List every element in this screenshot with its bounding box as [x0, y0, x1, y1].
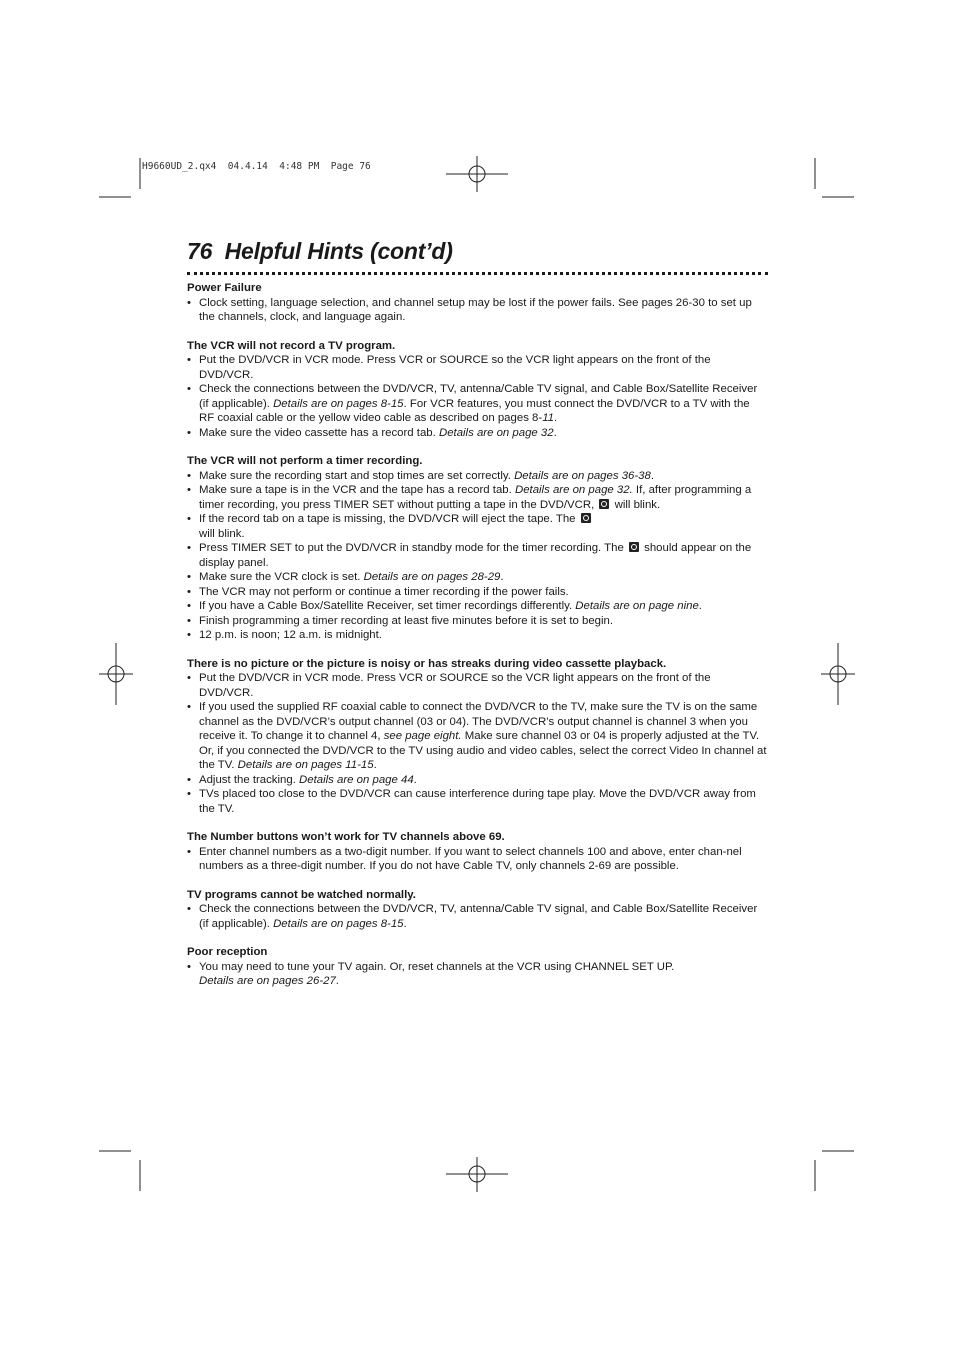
section-heading: There is no picture or the picture is noisy or has streaks during video cassette playback.	[187, 657, 667, 670]
text-run: If, after programming a timer recording, you press TIMER SET without putting a tape in the DVD/VCR,	[199, 484, 752, 511]
bullet-icon: •	[187, 960, 191, 973]
timer-clock-icon	[629, 542, 639, 552]
item-text	[199, 700, 767, 773]
text-run: will blink.	[611, 498, 661, 511]
text-run: 12 p.m. is noon; 12 a.m. is midnight.	[199, 629, 382, 641]
text-run: .	[554, 412, 558, 424]
list-item	[187, 469, 767, 484]
section-heading: The VCR will not perform a timer recording.	[187, 455, 423, 467]
hint-section	[187, 888, 767, 932]
section-heading: TV programs cannot be watched normally.	[187, 888, 416, 901]
list-item	[187, 296, 767, 325]
text-run: Press TIMER SET to put the DVD/VCR in standby mode for the timer recording. The	[199, 542, 627, 554]
text-run: Make sure the VCR clock is set.	[199, 571, 364, 583]
item-text	[199, 845, 767, 874]
list-item	[187, 382, 767, 426]
bullet-icon: •	[187, 383, 191, 395]
bullet-list	[187, 296, 767, 325]
list-item	[187, 773, 767, 788]
text-run: If you have a Cable Box/Satellite Receiver, set timer recordings differently.	[199, 600, 576, 612]
item-text	[199, 614, 767, 629]
item-text	[199, 787, 767, 816]
item-text	[199, 960, 767, 989]
text-run: Make sure the recording start and stop times are set correctly.	[199, 469, 515, 482]
item-text	[199, 469, 767, 484]
bullet-icon: •	[187, 672, 191, 684]
page-reference: Details are on pages 11-15	[237, 759, 374, 771]
list-item	[187, 628, 767, 643]
text-run: .	[500, 571, 504, 583]
bullet-icon: •	[187, 903, 191, 915]
list-item	[187, 512, 767, 541]
item-text	[199, 483, 767, 512]
page-number: 76	[187, 238, 213, 264]
text-run: .	[553, 426, 557, 439]
section-heading: The Number buttons won’t work for TV channels above 69.	[187, 831, 505, 843]
list-item	[187, 426, 767, 441]
hints-content	[187, 281, 767, 1003]
bullet-icon: •	[187, 426, 191, 439]
bullet-list	[187, 469, 767, 643]
text-run: TVs placed too close to the DVD/VCR can cause interference during tape play. Move the DVD/VCR away from the TV.	[199, 788, 756, 815]
item-text	[199, 585, 767, 600]
registration-mark-top	[446, 156, 508, 192]
bullet-icon: •	[187, 571, 191, 583]
bullet-list	[187, 671, 767, 816]
text-run: .	[335, 975, 339, 987]
timer-clock-icon	[581, 513, 591, 523]
bullet-icon: •	[187, 469, 191, 482]
list-item	[187, 541, 767, 570]
text-run: Finish programming a timer recording at least five minutes before it is set to begin.	[199, 614, 614, 627]
list-item	[187, 483, 767, 512]
text-run: .	[698, 600, 702, 612]
list-item	[187, 585, 767, 600]
text-run: .	[373, 759, 377, 771]
list-item	[187, 614, 767, 629]
item-text	[199, 773, 767, 788]
bullet-icon: •	[187, 354, 191, 366]
hint-section	[187, 657, 767, 817]
text-run: Put the DVD/VCR in VCR mode. Press VCR or SOURCE so the VCR light appears on the front of the DVD/VCR.	[199, 672, 711, 699]
page-reference: Details are on page 44	[299, 773, 414, 786]
text-run: Check the connections between the DVD/VCR, TV, antenna/Cable TV signal, and Cable Box/Satellite Receiver (if applicable).	[199, 903, 758, 930]
list-item	[187, 960, 767, 989]
hint-section	[187, 281, 767, 325]
bullet-icon: •	[187, 773, 191, 786]
text-run: will blink.	[199, 527, 245, 540]
bullet-list	[187, 902, 767, 931]
section-heading: Poor reception	[187, 946, 268, 958]
text-run: . For VCR features, you must connect the DVD/VCR to a TV with the RF coaxial cable or the yellow video cable as described on pages 8-	[199, 397, 750, 424]
page-reference: Details are on page nine	[575, 600, 699, 612]
section-heading: Power Failure	[187, 282, 262, 294]
text-run: should appear on the display panel.	[199, 542, 752, 569]
bullet-icon: •	[187, 845, 191, 858]
bullet-list	[187, 353, 767, 440]
dotted-divider	[187, 272, 768, 275]
item-text	[199, 671, 767, 700]
item-text	[199, 599, 767, 614]
item-text	[199, 902, 767, 931]
text-run: If you used the supplied RF coaxial cable to connect the DVD/VCR to the TV, make sure the TV is on the same channel as the DVD/VCR’s output channel (03 or 04). The DVD/VCR’s output channel is channel 3 when you receive it. To change it to channel 4,	[199, 701, 758, 742]
item-text	[199, 512, 767, 541]
page-reference: Details are on pages 28-29	[363, 571, 501, 583]
item-text	[199, 353, 767, 382]
bullet-icon: •	[187, 629, 191, 641]
registration-mark-right	[821, 643, 855, 705]
bullet-list	[187, 960, 767, 989]
item-text	[199, 382, 767, 426]
page-reference: Details are on page 32	[438, 426, 554, 439]
item-text	[199, 570, 767, 585]
text-run: Put the DVD/VCR in VCR mode. Press VCR or SOURCE so the VCR light appears on the front of the DVD/VCR.	[199, 354, 711, 381]
text-run: Adjust the tracking.	[199, 773, 300, 786]
bullet-icon: •	[187, 585, 191, 598]
hint-section	[187, 454, 767, 643]
section-heading: The VCR will not record a TV program.	[187, 339, 396, 352]
page-reference: see page eight.	[383, 730, 462, 742]
bullet-icon: •	[187, 788, 191, 800]
text-run: .	[413, 773, 417, 786]
item-text	[199, 541, 767, 570]
text-run: Clock setting, language selection, and channel setup may be lost if the power fails. See pages 26-30 to set up the channels, clock, and language again.	[199, 296, 752, 323]
list-item	[187, 671, 767, 700]
registration-mark-bottom	[446, 1157, 508, 1192]
page-reference: Details are on page 32.	[514, 484, 633, 496]
list-item	[187, 599, 767, 614]
text-run: .	[403, 917, 407, 930]
bullet-icon: •	[187, 542, 191, 554]
bullet-icon: •	[187, 600, 191, 612]
bullet-icon: •	[187, 513, 191, 525]
bullet-icon: •	[187, 701, 191, 713]
text-run: Make sure the video cassette has a record tab.	[199, 426, 439, 439]
page-reference: Details are on pages 8-15	[273, 917, 404, 930]
page-reference: Details are on pages 36-38	[514, 469, 651, 482]
page-heading: Helpful Hints (cont’d)	[224, 238, 453, 264]
page-reference: Details are on pages 26-27	[199, 975, 336, 987]
list-item	[187, 845, 767, 874]
text-run: .	[650, 469, 655, 482]
list-item	[187, 787, 767, 816]
bullet-icon: •	[187, 614, 191, 627]
text-run: Make sure channel 03 or 04 is properly adjusted at the TV.	[461, 730, 760, 742]
list-item	[187, 902, 767, 931]
text-run: Enter channel numbers as a two-digit number. If you want to select channels 100 and above, enter chan-nel numbers as a three-digit number. If you do not have Cable TV, only channels 2-69 are possible.	[199, 845, 742, 872]
text-run: Check the connections between the DVD/VCR, TV, antenna/Cable TV signal, and Cable Box/Satellite Receiver (if applicable).	[199, 383, 758, 410]
list-item	[187, 570, 767, 585]
page-reference: Details are on pages 8-15	[273, 397, 404, 410]
bullet-icon: •	[187, 296, 191, 309]
page-title	[187, 238, 453, 265]
text-run: Or, if you connected the DVD/VCR to the TV using audio and video cables, select the correct Video In channel at the TV.	[199, 744, 767, 771]
item-text	[199, 426, 767, 441]
text-run: Make sure a tape is in the VCR and the tape has a record tab.	[199, 484, 515, 496]
text-run: You may need to tune your TV again. Or, reset channels at the VCR using CHANNEL SET UP.	[199, 960, 675, 973]
bullet-list	[187, 845, 767, 874]
hint-section	[187, 830, 767, 874]
text-run: If the record tab on a tape is missing, the DVD/VCR will eject the tape. The	[199, 513, 579, 525]
item-text	[199, 296, 767, 325]
timer-clock-icon	[599, 499, 609, 509]
bullet-icon: •	[187, 484, 191, 496]
list-item	[187, 353, 767, 382]
registration-mark-left	[99, 643, 133, 705]
text-run: The VCR may not perform or continue a timer recording if the power fails.	[199, 585, 569, 598]
print-slug: H9660UD_2.qx4 04.4.14 4:48 PM Page 76	[142, 161, 371, 172]
hint-section	[187, 339, 767, 441]
hint-section	[187, 945, 767, 989]
item-text	[199, 628, 767, 643]
list-item	[187, 700, 767, 773]
page-reference: 11	[542, 412, 555, 424]
